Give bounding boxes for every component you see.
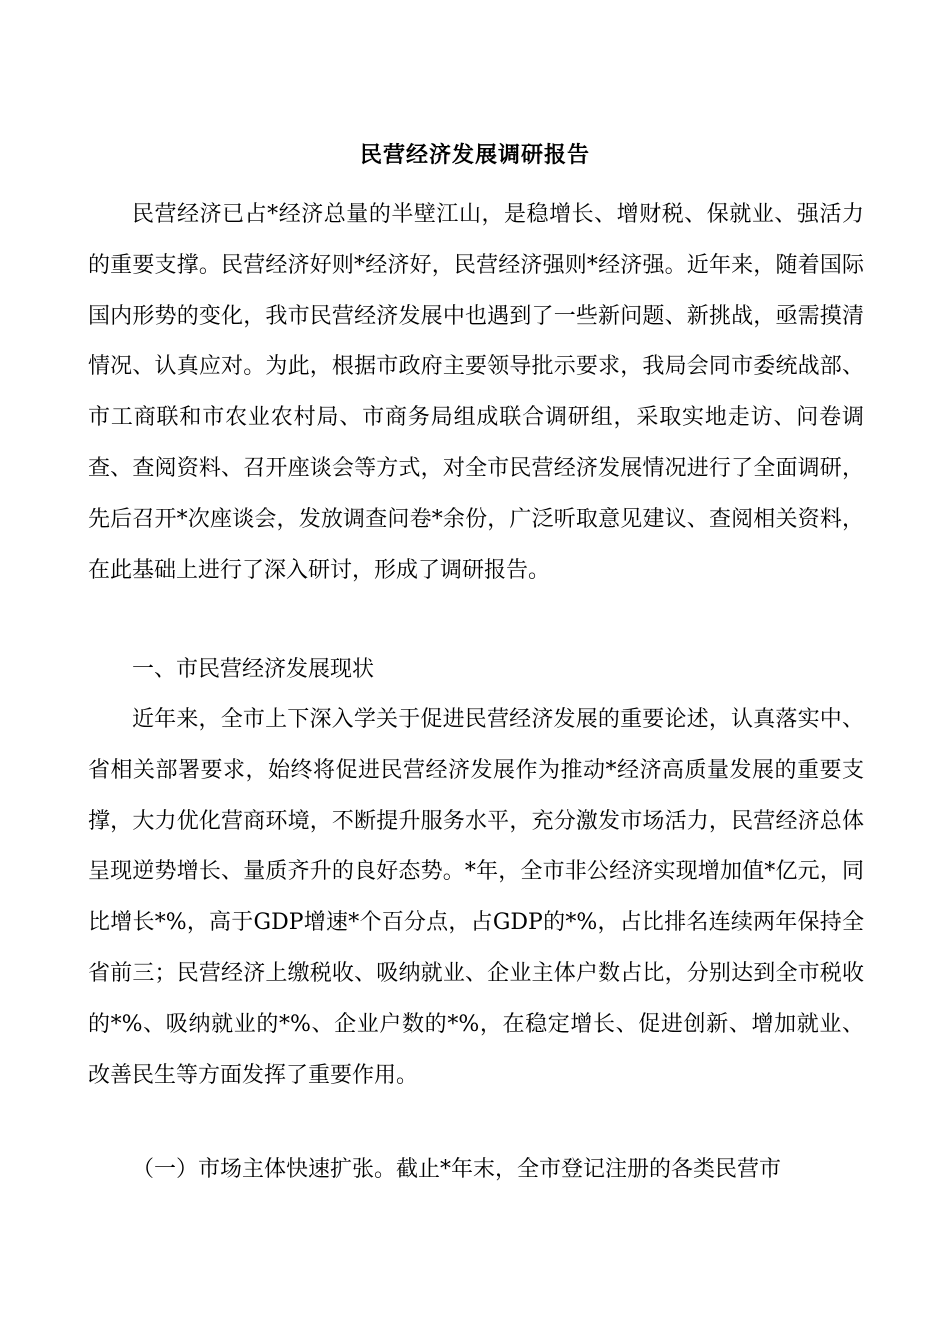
subsection-paragraph: （一）市场主体快速扩张。截止*年末，全市登记注册的各类民营市 (132, 1157, 782, 1182)
section-heading: 一、市民营经济发展现状 (132, 657, 375, 682)
intro-paragraph: 民营经济已占*经济总量的半壁江山，是稳增长、增财税、保就业、强活力的重要支撑。民营经济好则*经济好，民营经济强则*经济强。近年来，随着国际国内形势的变化，我市民营经济发展中也遇到了一些新问题、新挑战，亟需摸清情况、认真应对。为此，根据市政府主要领导批示要求，我局会同市委统战部、市工商联和市农业农村局、市商务局组成联合调研组，采取实地走访、问卷调查、查阅资料、召开座谈会等方式，对全市民营经济发展情况进行了全面调研，先后召开*次座谈会，发放调查问卷*余份，广泛听取意见建议、查阅相关资料，在此基础上进行了深入研讨，形成了调研报告。 (88, 202, 864, 583)
status-paragraph: 近年来，全市上下深入学关于促进民营经济发展的重要论述，认真落实中、省相关部署要求，始终将促进民营经济发展作为推动*经济高质量发展的重要支撑，大力优化营商环境，不断提升服务水平，充分激发市场活力，民营经济总体呈现逆势增长、量质齐升的良好态势。*年，全市非公经济实现增加值*亿元，同比增长*%，高于GDP增速*个百分点，占GDP的*%，占比排名连续两年保持全省前三；民营经济上缴税收、吸纳就业、企业主体户数占比，分别达到全市税收的*%、吸纳就业的*%、企业户数的*%，在稳定增长、促进创新、增加就业、改善民生等方面发挥了重要作用。 (88, 707, 864, 1088)
document-title: 民营经济发展调研报告 (359, 142, 590, 168)
